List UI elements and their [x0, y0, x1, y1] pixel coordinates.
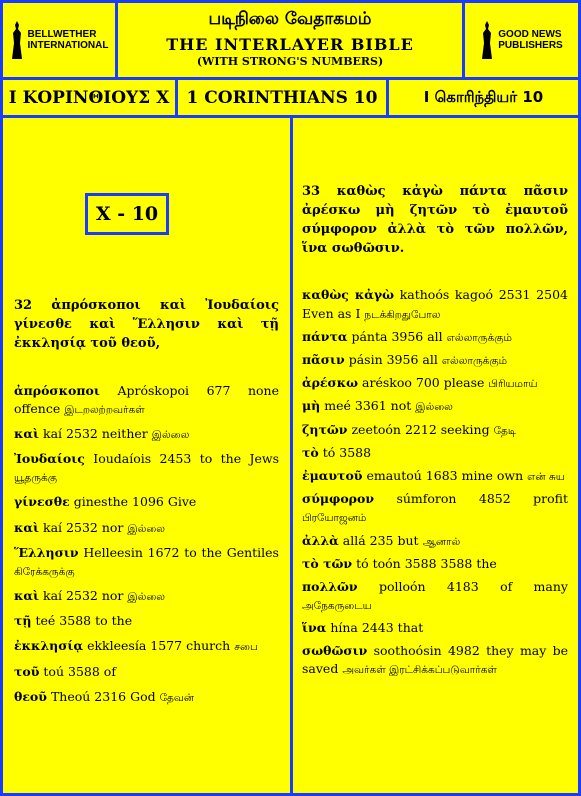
- book-greek: Ι ΚΟΡΙΝΘΙΟΥΣ Χ: [0, 77, 178, 118]
- tamil-gloss: கிரேக்கருக்கு: [14, 565, 75, 578]
- page-title: THE INTERLAYER BIBLE: [166, 35, 414, 54]
- strongs-number: 2212: [404, 421, 437, 437]
- word-entry: [14, 450, 279, 486]
- greek-word: καὶ: [14, 588, 40, 604]
- transliteration: kaí: [43, 425, 63, 441]
- greek-word: μὴ: [302, 398, 321, 414]
- statue-icon: [10, 19, 24, 61]
- tamil-gloss: என் சுய: [527, 470, 565, 483]
- english-gloss: none offence: [14, 382, 279, 416]
- greek-word: ἀπρόσκοποι: [14, 382, 100, 398]
- english-gloss: the: [476, 555, 497, 571]
- strongs-number: 235: [369, 532, 394, 548]
- transliteration: ekkleesía: [87, 638, 147, 654]
- greek-word: ἀρέσκω: [302, 375, 359, 391]
- english-gloss: nor: [101, 519, 124, 535]
- chapter-label: X - 10: [85, 193, 169, 235]
- page-subtitle: (WITH STRONG'S NUMBERS): [196, 55, 384, 68]
- strongs-number: 2531 2504: [498, 287, 568, 303]
- greek-word: ἵνα: [302, 620, 327, 636]
- word-entry: [302, 555, 568, 573]
- word-entry: [302, 490, 568, 526]
- greek-word: ἐμαυτοῦ: [302, 467, 363, 483]
- english-gloss: to the Gentiles: [184, 544, 279, 560]
- strongs-number: 4183: [446, 578, 479, 594]
- tamil-gloss: இல்லை: [151, 428, 190, 441]
- left-entries: [14, 382, 279, 707]
- word-entry: [14, 637, 279, 655]
- transliteration: hína: [330, 620, 358, 636]
- strongs-number: 1683: [425, 467, 458, 483]
- english-gloss: neither: [101, 425, 148, 441]
- strongs-number: 3588: [339, 444, 372, 460]
- strongs-number: 1096: [132, 494, 164, 510]
- book-english: 1 CORINTHIANS 10: [175, 77, 389, 118]
- word-entry: [302, 328, 568, 346]
- english-gloss: all: [422, 351, 438, 367]
- strongs-number: 1672: [147, 544, 180, 560]
- word-entry: [14, 425, 279, 443]
- transliteration: súmforon: [396, 491, 457, 507]
- transliteration: Helleesin: [83, 544, 143, 560]
- transliteration: kathoós kagoó: [399, 287, 494, 303]
- right-entries: [302, 286, 568, 678]
- greek-word: πολλῶν: [302, 578, 358, 594]
- english-gloss: Give: [167, 494, 197, 510]
- greek-word: τὸ τῶν: [302, 555, 353, 571]
- tamil-gloss: அவர்கள் இரட்சிக்கப்படுவார்கள்: [342, 664, 497, 677]
- strongs-number: 3361: [354, 398, 387, 414]
- tamil-gloss: பிரயோஜனம்: [302, 512, 367, 525]
- tamil-gloss: நடக்கிறதுபோல: [364, 308, 441, 321]
- transliteration: toú: [43, 663, 65, 679]
- word-entry: [14, 663, 279, 681]
- strongs-number: 4982: [447, 643, 480, 659]
- greek-word: καὶ: [14, 425, 40, 441]
- tamil-gloss: எல்லாருக்கும்: [446, 331, 512, 344]
- left-logo-line1: BELLWETHER: [27, 28, 97, 40]
- word-entry: [302, 421, 568, 439]
- right-logo-line1: GOOD NEWS: [498, 28, 562, 40]
- transliteration: Theoú: [50, 688, 91, 704]
- verse-32: 32 ἀπρόσκοποι καὶ Ἰουδαίοις γίνεσθε καὶ Ἕλλησιν καὶ τῇ ἐκκλησίᾳ τοῦ θεοῦ,: [14, 298, 279, 351]
- transliteration: meé: [324, 398, 351, 414]
- greek-word: ἀλλὰ: [302, 532, 339, 548]
- tamil-gloss: அநேகருடைய: [302, 599, 372, 612]
- english-gloss: to the: [95, 613, 133, 629]
- verse-33: 33 καθὼς κἀγὼ πάντα πᾶσιν ἀρέσκω μὴ ζητῶν τὸ ἐμαυτοῦ σύμφορον ἀλλὰ τὸ τῶν πολλῶν, ἵνα σωθῶσιν.: [302, 184, 568, 256]
- strongs-number: 1577: [150, 638, 183, 654]
- word-entry: [14, 382, 279, 418]
- word-entry: [14, 544, 279, 580]
- english-gloss: they may be saved: [302, 643, 569, 677]
- greek-word: πᾶσιν: [302, 351, 345, 367]
- greek-word: Ἰουδαίοις: [14, 451, 85, 467]
- english-gloss: God: [130, 688, 156, 704]
- english-gloss: church: [186, 638, 231, 654]
- strongs-number: 2532: [66, 519, 98, 535]
- word-entry: [302, 619, 568, 637]
- tamil-gloss: எல்லாருக்கும்: [441, 354, 508, 367]
- tamil-gloss: ஆனால்: [422, 535, 461, 548]
- transliteration: pásin: [348, 351, 383, 367]
- word-entry: [14, 612, 279, 630]
- word-entry: [302, 444, 568, 462]
- strongs-number: 3956: [391, 328, 424, 344]
- transliteration: emautoú: [366, 467, 422, 483]
- word-entry: [302, 578, 568, 614]
- right-logo-line2: PUBLISHERS: [498, 40, 563, 51]
- english-gloss: not: [390, 398, 412, 414]
- transliteration: aréskoo: [362, 375, 412, 391]
- word-entry: [302, 286, 568, 322]
- tamil-gloss: இல்லை: [415, 401, 453, 414]
- english-gloss: please: [443, 375, 485, 391]
- greek-word: Ἕλλησιν: [14, 544, 79, 560]
- word-entry: [302, 351, 568, 369]
- transliteration: polloón: [378, 578, 426, 594]
- transliteration: tó: [322, 444, 336, 460]
- greek-word: τὸ: [302, 444, 319, 460]
- transliteration: soothoósin: [373, 643, 442, 659]
- word-entry: [14, 688, 279, 706]
- strongs-number: 2453: [159, 451, 192, 467]
- strongs-number: 3588: [68, 663, 100, 679]
- greek-word: καθὼς κἀγὼ: [302, 287, 395, 303]
- strongs-number: 3956: [386, 351, 419, 367]
- greek-word: σωθῶσιν: [302, 643, 368, 659]
- transliteration: kaí: [43, 588, 63, 604]
- word-entry: [302, 642, 568, 678]
- transliteration: zeetoón: [351, 421, 401, 437]
- word-entry: [14, 493, 279, 511]
- word-entry: [302, 397, 568, 415]
- strongs-number: 677: [206, 382, 231, 398]
- english-gloss: Even as I: [302, 305, 361, 321]
- strongs-number: 4852: [478, 491, 511, 507]
- bellwether-logo: [0, 0, 118, 80]
- strongs-number: 700: [415, 375, 440, 391]
- word-entry: [302, 374, 568, 392]
- word-entry: [14, 587, 279, 605]
- title-block: [115, 0, 465, 80]
- strongs-number: 2443: [361, 620, 394, 636]
- tamil-gloss: இடறலற்றவர்கள்: [64, 403, 145, 416]
- greek-word: ζητῶν: [302, 421, 348, 437]
- english-gloss: nor: [101, 588, 124, 604]
- english-gloss: of many: [500, 578, 568, 594]
- transliteration: kaí: [43, 519, 63, 535]
- transliteration: ginesthe: [73, 494, 129, 510]
- tamil-gloss: இல்லை: [127, 522, 165, 535]
- word-entry: [302, 532, 568, 550]
- greek-word: τοῦ: [14, 663, 40, 679]
- transliteration: Ioudaíois: [93, 451, 152, 467]
- strongs-number: 3588 3588: [404, 555, 473, 571]
- left-logo-line2: INTERNATIONAL: [27, 40, 109, 51]
- greek-word: σύμφορον: [302, 491, 375, 507]
- left-content: [14, 297, 279, 713]
- english-gloss: to the Jews: [199, 451, 279, 467]
- transliteration: teé: [35, 613, 56, 629]
- english-gloss: but: [397, 532, 419, 548]
- english-gloss: all: [427, 328, 443, 344]
- english-gloss: that: [397, 620, 424, 636]
- tamil-gloss: பிரியமாய்: [488, 378, 538, 391]
- english-gloss: of: [103, 663, 116, 679]
- word-entry: [14, 519, 279, 537]
- word-entry: [302, 467, 568, 485]
- title-tamil: படிநிலை வேதாகமம்: [208, 9, 372, 29]
- transliteration: tó toón: [356, 555, 401, 571]
- english-gloss: seeking: [440, 421, 490, 437]
- right-content: [302, 183, 568, 684]
- tamil-gloss: தேவன்: [159, 691, 195, 704]
- greek-word: τῇ: [14, 613, 32, 629]
- strongs-number: 2532: [66, 425, 98, 441]
- greek-word: θεοῦ: [14, 688, 47, 704]
- transliteration: Apróskopoi: [117, 382, 190, 398]
- transliteration: allá: [342, 532, 366, 548]
- book-tamil: I கொரிந்தியர் 10: [386, 77, 581, 118]
- greek-word: γίνεσθε: [14, 494, 70, 510]
- good-news-logo: [462, 0, 581, 80]
- greek-word: πάντα: [302, 328, 348, 344]
- tamil-gloss: இல்லை: [127, 591, 165, 604]
- tamil-gloss: தேடி: [493, 424, 517, 437]
- english-gloss: mine own: [461, 467, 524, 483]
- transliteration: pánta: [351, 328, 388, 344]
- greek-word: ἐκκλησίᾳ: [14, 638, 84, 654]
- tamil-gloss: யூதருக்கு: [14, 472, 57, 485]
- tamil-gloss: சபை: [234, 641, 258, 654]
- strongs-number: 2532: [66, 588, 98, 604]
- strongs-number: 2316: [94, 688, 127, 704]
- statue-icon: [480, 19, 494, 61]
- strongs-number: 3588: [59, 613, 92, 629]
- english-gloss: profit: [533, 491, 568, 507]
- greek-word: καὶ: [14, 519, 40, 535]
